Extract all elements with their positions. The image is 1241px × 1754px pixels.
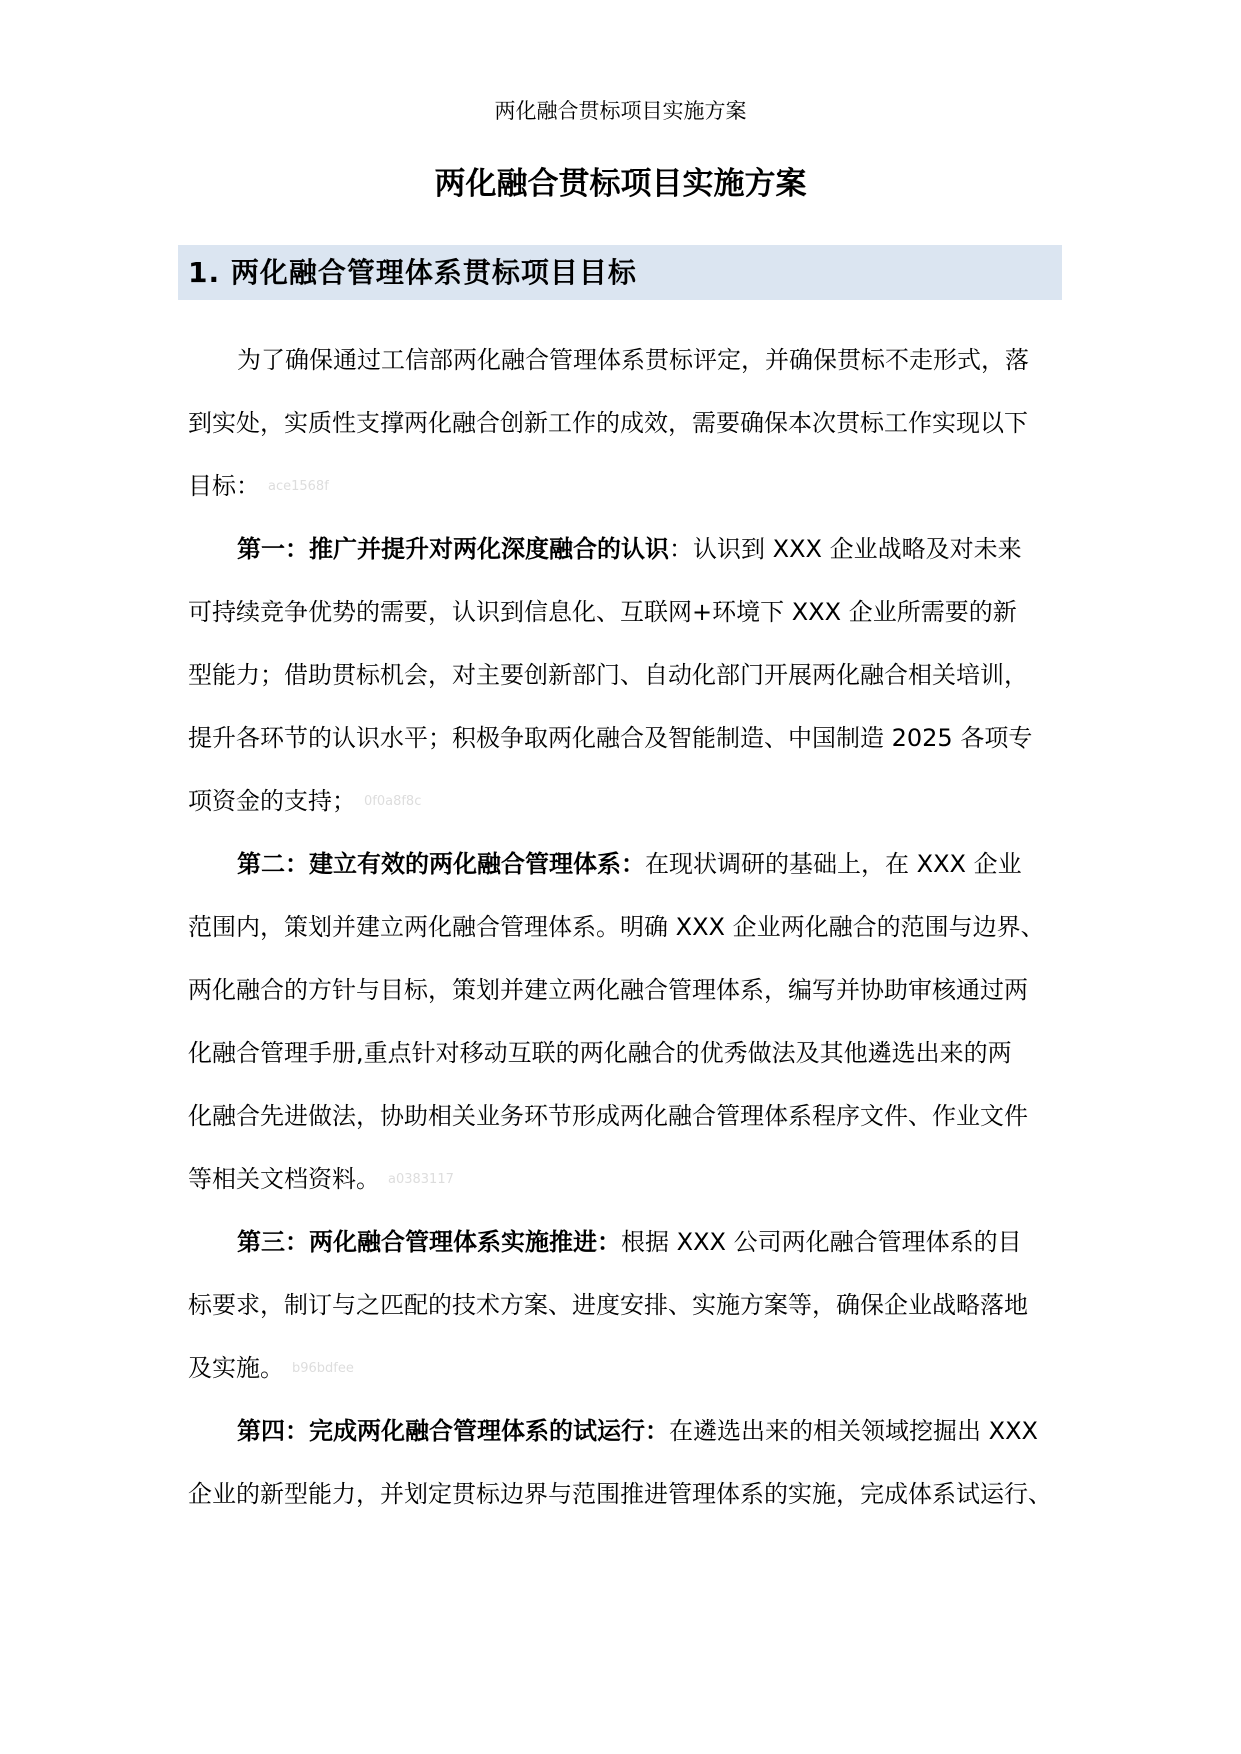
third-line-1-text: 根据 XXX 公司两化融合管理体系的目	[621, 1228, 1022, 1256]
second-lead: 第二：建立有效的两化融合管理体系：	[237, 850, 645, 878]
section-heading-text: 两化融合管理体系贯标项目目标	[230, 256, 637, 289]
intro-line-2: 到实处，实质性支撑两化融合创新工作的成效，需要确保本次贯标工作实现以下	[188, 409, 1028, 437]
first-line-3: 型能力；借助贯标机会，对主要创新部门、自动化部门开展两化融合相关培训，	[188, 661, 1028, 689]
running-header: 两化融合贯标项目实施方案	[494, 99, 747, 123]
third-line-1	[237, 1222, 1127, 1262]
intro-line-3	[188, 466, 1078, 506]
first-line-1	[237, 529, 1127, 569]
second-line-6-text: 等相关文档资料。	[188, 1165, 380, 1193]
section-heading	[188, 245, 637, 300]
intro-line-3-text: 目标：	[188, 472, 260, 500]
first-mark: 0f0a8f8c	[364, 794, 422, 809]
first-line-2: 可持续竞争优势的需要，认识到信息化、互联网+环境下 XXX 企业所需要的新	[188, 598, 1017, 626]
section-heading-bar	[178, 245, 1062, 300]
third-mark: b96bdfee	[292, 1361, 354, 1376]
second-line-3: 两化融合的方针与目标，策划并建立两化融合管理体系，编写并协助审核通过两	[188, 976, 1028, 1004]
intro-line-1: 为了确保通过工信部两化融合管理体系贯标评定，并确保贯标不走形式，落	[237, 346, 1029, 374]
first-line-5	[188, 781, 1078, 821]
first-line-1-text: ：认识到 XXX 企业战略及对未来	[669, 535, 1022, 563]
fourth-line-1-text: 在遴选出来的相关领域挖掘出 XXX	[669, 1417, 1038, 1445]
document-title: 两化融合贯标项目实施方案	[434, 166, 807, 202]
fourth-lead: 第四：完成两化融合管理体系的试运行：	[237, 1417, 669, 1445]
first-line-4: 提升各环节的认识水平；积极争取两化融合及智能制造、中国制造 2025 各项专	[188, 724, 1033, 752]
third-line-2: 标要求，制订与之匹配的技术方案、进度安排、实施方案等，确保企业战略落地	[188, 1291, 1028, 1319]
third-lead: 第三：两化融合管理体系实施推进：	[237, 1228, 621, 1256]
third-line-3-text: 及实施。	[188, 1354, 284, 1382]
fourth-line-1	[237, 1411, 1127, 1451]
second-line-5: 化融合先进做法，协助相关业务环节形成两化融合管理体系程序文件、作业文件	[188, 1102, 1028, 1130]
third-line-3	[188, 1348, 1078, 1388]
second-line-2: 范围内，策划并建立两化融合管理体系。明确 XXX 企业两化融合的范围与边界、	[188, 913, 1045, 941]
second-mark: a0383117	[388, 1172, 454, 1187]
intro-mark: ace1568f	[268, 479, 329, 494]
second-line-6	[188, 1159, 1078, 1199]
second-line-4: 化融合管理手册,重点针对移动互联的两化融合的优秀做法及其他遴选出来的两	[188, 1039, 1012, 1067]
first-lead: 第一：推广并提升对两化深度融合的认识	[237, 535, 669, 563]
second-line-1	[237, 844, 1127, 884]
first-line-5-text: 项资金的支持；	[188, 787, 356, 815]
fourth-line-2: 企业的新型能力，并划定贯标边界与范围推进管理体系的实施，完成体系试运行、	[188, 1480, 1052, 1508]
second-line-1-text: 在现状调研的基础上，在 XXX 企业	[645, 850, 1022, 878]
section-number: 1.	[188, 256, 221, 289]
